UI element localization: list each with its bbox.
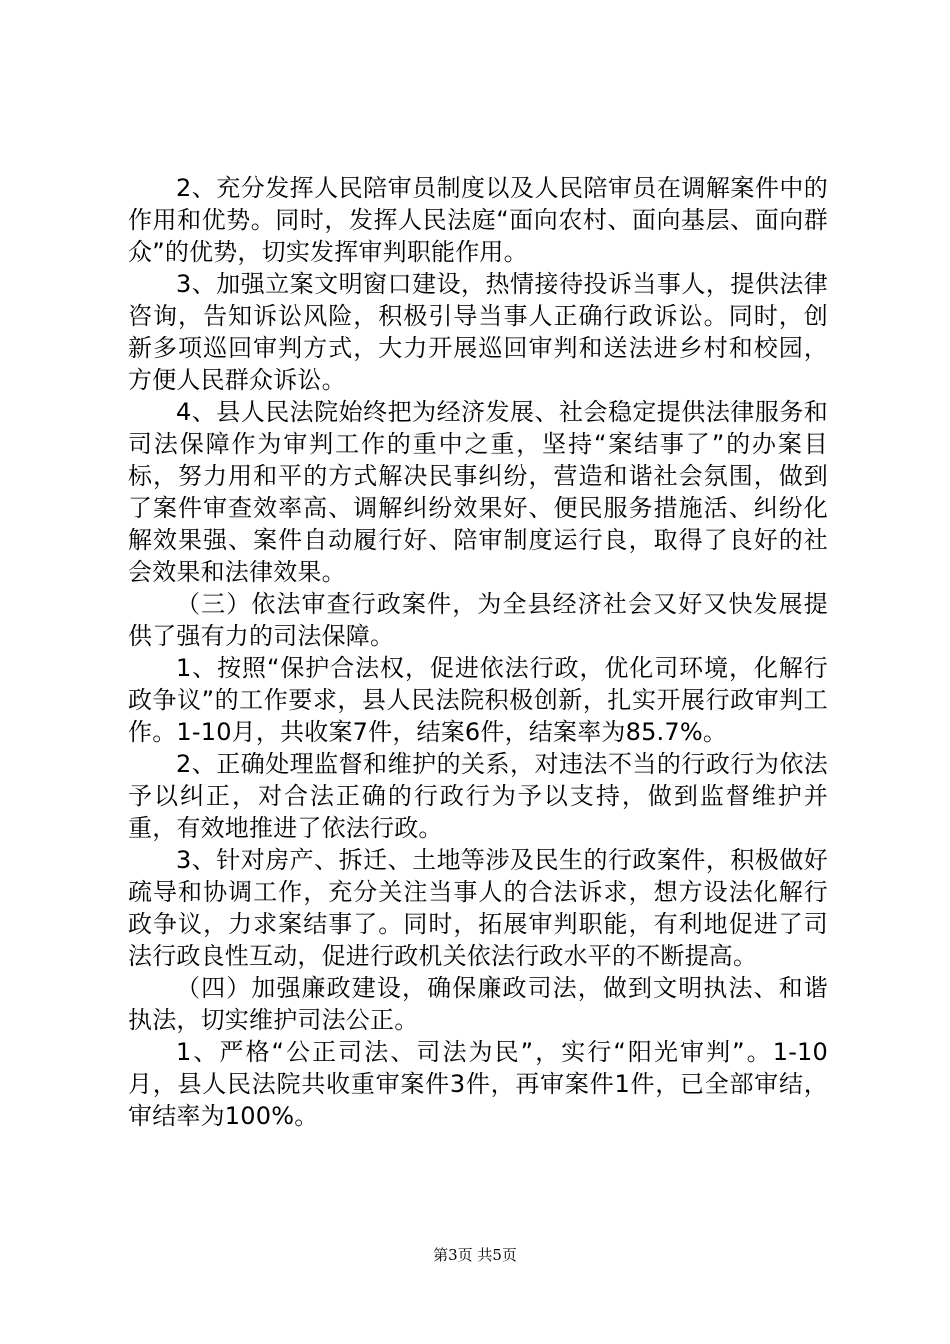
paragraph-admin-2: 2、正确处理监督和维护的关系，对违法不当的行政行为依法予以纠正，对合法正确的行政行为予以支持，做到监督维护并重，有效地推进了依法行政。 <box>128 750 828 842</box>
section-heading-four: （四）加强廉政建设，确保廉政司法，做到文明执法、和谐执法，切实维护司法公正。 <box>128 974 828 1034</box>
paragraph-4-court-goals: 4、县人民法院始终把为经济发展、社会稳定提供法律服务和司法保障作为审判工作的重中之重，坚持“案结事了”的办案目标，努力用和平的方式解决民事纠纷，营造和谐社会氛围，做到了案件审查效率高、调解纠纷效果好、便民服务措施活、纠纷化解效果强、案件自动履行好、陪审制度运行良，取得了良好的社会效果和法律效果。 <box>128 398 828 586</box>
paragraph-3-filing-window: 3、加强立案文明窗口建设，热情接待投诉当事人，提供法律咨询，告知诉讼风险，积极引导当事人正确行政诉讼。同时，创新多项巡回审判方式，大力开展巡回审判和送法进乡村和校园，方便人民群众诉讼。 <box>128 270 828 394</box>
page-footer: 第3页 共5页 <box>433 1246 517 1264</box>
paragraph-integrity-1: 1、严格“公正司法、司法为民”，实行“阳光审判”。1-10月，县人民法院共收重审案件3件，再审案件1件，已全部审结，审结率为100%。 <box>128 1038 828 1130</box>
paragraph-admin-1: 1、按照“保护合法权，促进依法行政，优化司环境，化解行政争议”的工作要求，县人民法院积极创新，扎实开展行政审判工作。1-10月，共收案7件，结案6件，结案率为85.7%。 <box>128 654 828 746</box>
section-heading-three: （三）依法审查行政案件，为全县经济社会又好又快发展提供了强有力的司法保障。 <box>128 590 828 650</box>
document-body <box>128 172 828 1132</box>
paragraph-admin-3: 3、针对房产、拆迁、土地等涉及民生的行政案件，积极做好疏导和协调工作，充分关注当事人的合法诉求，想方设法化解行政争议，力求案结事了。同时，拓展审判职能，有利地促进了司法行政良性互动，促进行政机关依法行政水平的不断提高。 <box>128 846 828 970</box>
paragraph-2-jury-system: 2、充分发挥人民陪审员制度以及人民陪审员在调解案件中的作用和优势。同时，发挥人民法庭“面向农村、面向基层、面向群众”的优势，切实发挥审判职能作用。 <box>128 174 828 266</box>
